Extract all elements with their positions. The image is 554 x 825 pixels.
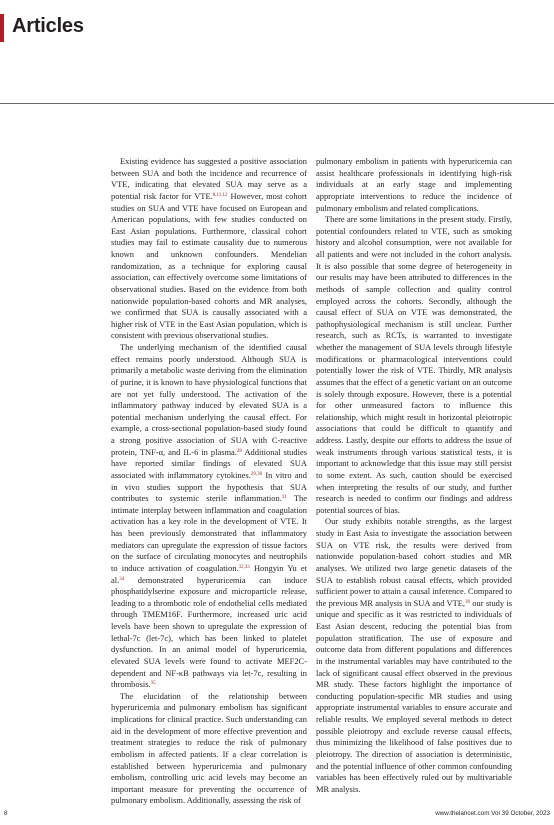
- journal-info: www.thelancet.com Vol 39 October, 2023: [435, 810, 550, 817]
- citation-ref: 31: [281, 495, 287, 501]
- citation-ref: 28: [236, 448, 242, 454]
- paragraph-text: In vitro and in vivo studies support the hypothesis that SUA contributes to systemic sterile inflammation.: [111, 469, 307, 504]
- paragraph-text: Our study exhibits notable strengths, as the largest study in East Asia to investigate the association between SUA on VTE risk, the results were derived from nationwide population-based cohort studies and MR analyses. We utilized two large genetic datasets of the SUA to establish robust causal effects, which provided sufficient power to attain a causal inference. Compared to the previous MR analysis in SUA and VTE,: [316, 516, 512, 608]
- paragraph-text: demonstrated hyperuricemia can induce phosphatidylserine exposure and microparticle release, leading to a thrombotic role of endothelial cells mediated through TMEM16F. Furthermore, increased uric acid levels have been shown to upregulate the expression of lethal-7c (let-7c), which has been linked to platelet dysfunction. In an animal model of hyperuricemia, elevated SUA levels were found to activate MEF2C-dependent and NF-κB pathways via let-7c, resulting in thrombosis.: [111, 574, 307, 690]
- page-footer: [0, 810, 554, 822]
- page-number: 8: [4, 810, 8, 817]
- paragraph-text: However, most cohort studies on SUA and VTE have focused on European and American populations, with few studies conducted on East Asian populations. Furthermore, classical cohort studies may fail to estimate causality due to numerous known and unknown confounders. Mendelian randomization, as a technique for exploring causal association, can effectively overcome some limitations of observational studies. Based on the evidence from both nationwide population-based cohorts and MR analyses, we confirmed that SUA is causally associated with a higher risk of VTE in the East Asian population, which is consistent with previous observational studies.: [111, 190, 307, 341]
- paragraph-text: Existing evidence has suggested a positive association between SUA and both the incidence and recurrence of VTE, indicating that elevated SUA may serve as a potential risk factor for VTE.: [111, 156, 307, 201]
- text-column-right: [316, 156, 512, 795]
- text-column-left: [111, 156, 307, 807]
- body-paragraph: [316, 156, 512, 214]
- body-paragraph: [111, 342, 307, 691]
- paragraph-text: The intimate interplay between inflammation and coagulation activation has a key role in the development of VTE. It has been previously demonstrated that inflammatory mediators can upregulate the expression of tissue factors on the surface of circulating monocytes and neutrophils to induce activation of coagulation.: [111, 493, 307, 573]
- brand-bar: [0, 14, 4, 42]
- body-paragraph: [111, 691, 307, 807]
- paragraph-text: There are some limitations in the present study. Firstly, potential confounders related to VTE, such as smoking history and alcohol consumption, were not available for all patients and were not included in the cohort analysis. It is also possible that some degree of heterogeneity in our results may have been attributed to differences in the methods of sample collection and quality control employed across the cohorts. Secondly, although the causal effect of SUA on VTE was demonstrated, the pathophysiological mechanism is still unclear. Further research, such as RCTs, is warranted to investigate whether the management of SUA levels through lifestyle modifications or pharmacological interventions could potentially lower the risk of VTE. Thirdly, MR analysis assumes that the effect of a genetic variant on an outcome is solely through exposure. However, there is a potential for other unmeasured factors to influence this relationship, which might result in horizontal pleiotropic associations that could be difficult to quantify and address. Lastly, despite our efforts to address the issue of weak instruments through various statistical tests, it is important to acknowledge that this issue may still persist to some extent. As such, caution should be exercised when interpreting the results of our study, and further research is needed to confirm our findings and address potential sources of bias.: [316, 214, 512, 515]
- paragraph-text: The elucidation of the relationship between hyperuricemia and pulmonary embolism has significant implications for clinical practice. Such understanding can aid in the development of more effective prevention and treatment strategies to reduce the risk of pulmonary embolism in affected patients. If a clear correlation is established between hyperuricemia and pulmonary embolism, controlling uric acid levels may become an important measure for preventing the occurrence of pulmonary embolism. Additionally, assessing the risk of: [111, 690, 307, 806]
- paragraph-text: The underlying mechanism of the identified causal effect remains poorly understood. Although SUA is primarily a metabolic waste deriving from the elimination of purine, it is known to have physiological functions that are not yet fully understood. The activation of the inflammatory pathway induced by elevated SUA is a potential mechanism underlying the causal effect. For example, a cross-sectional population-based study found a strong positive association of SUA with C-reactive protein, TNF-α, and IL-6 in plasma.: [111, 342, 307, 457]
- body-paragraph: [111, 156, 307, 342]
- citation-ref: 34: [119, 576, 125, 582]
- body-paragraph: [316, 214, 512, 516]
- citation-ref: 35: [150, 681, 156, 687]
- paragraph-text: our study is unique and specific as it was restricted to individuals of East Asian descent, reducing the potential bias from population stratification. The use of exposure and outcome data from different populations and differences in the instrumental variables may have contributed to the lack of significant causal effect observed in the previous MR study. These factors highlight the importance of conducting population-specific MR studies and using appropriate instrumental variables to ensure accurate and reliable results. We employed several methods to detect possible pleiotropy and exclude reverse causal effects, thus minimizing the likelihood of false positives due to pleiotropy. The direction of association is deterministic, and the potential influence of other common confounding variables has been effectively ruled out by multivariable MR analysis.: [316, 597, 512, 794]
- citation-ref: 36: [465, 599, 471, 605]
- section-title: Articles: [12, 15, 84, 37]
- paragraph-text: pulmonary embolism in patients with hyperuricemia can assist healthcare professionals in identifying high-risk individuals at an early stage and implementing appropriate interventions to reduce the incidence of pulmonary embolism and related complications.: [316, 156, 512, 213]
- citation-ref: 32,33: [238, 564, 250, 570]
- paragraph-text: Additional studies have reported similar findings of elevated SUA associated with inflammatory cytokines.: [111, 446, 307, 480]
- body-paragraph: [316, 516, 512, 795]
- header-rule: [0, 103, 554, 104]
- citation-ref: 29,30: [250, 471, 263, 477]
- citation-ref: 8,11,12: [212, 192, 228, 198]
- paragraph-text: Hongyin Yu et al.: [111, 562, 307, 585]
